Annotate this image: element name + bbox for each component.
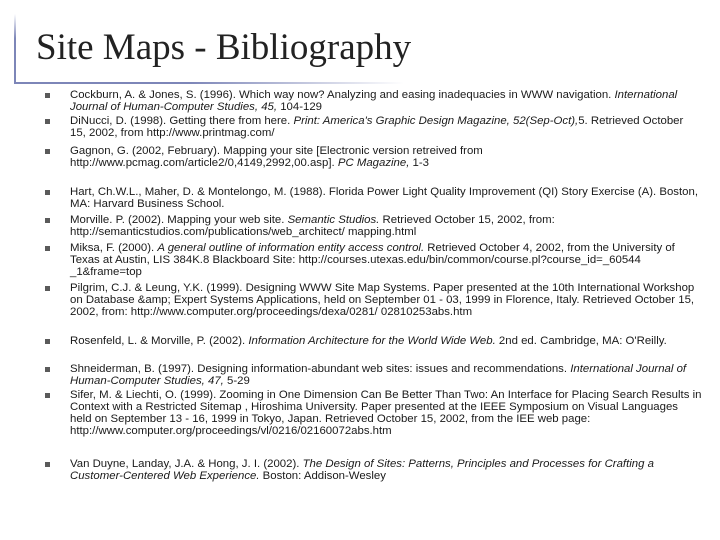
reference-text: Rosenfeld, L. & Morville, P. (2002). Information Architecture for the World Wide Web. 2nd ed. Cambridge, MA: O'Reilly. <box>70 335 667 347</box>
square-bullet-icon <box>45 286 50 291</box>
square-bullet-icon <box>45 462 50 467</box>
reference-text: Van Duyne, Landay, J.A. & Hong, J. I. (2002). The Design of Sites: Patterns, Principles and Processes for Crafting a Customer-Centered Web Experience. Boston: Addison-Wesley <box>70 458 658 482</box>
reference-text: Miksa, F. (2000). A general outline of information entity access control. Retrieved October 4, 2002, from the University of Texas at Austin, LIS 384K.8 Blackboard Site: http://courses.utexas.edu/bin/common/course.pl?course_id=_60544 _1&frame=top <box>70 242 678 278</box>
reference-text: Shneiderman, B. (1997). Designing information-abundant web sites: issues and recommendations. International Journal of Human-Computer Studies, 47, 5-29 <box>70 363 690 387</box>
slide-title: Site Maps - Bibliography <box>36 27 412 68</box>
title-rule-vertical <box>14 14 16 84</box>
square-bullet-icon <box>45 218 50 223</box>
square-bullet-icon <box>45 246 50 251</box>
title-rule-horizontal <box>14 82 404 84</box>
square-bullet-icon <box>45 339 50 344</box>
square-bullet-icon <box>45 93 50 98</box>
square-bullet-icon <box>45 149 50 154</box>
square-bullet-icon <box>45 393 50 398</box>
square-bullet-icon <box>45 190 50 195</box>
square-bullet-icon <box>45 367 50 372</box>
square-bullet-icon <box>45 119 50 124</box>
reference-text: Gagnon, G. (2002, February). Mapping your site [Electronic version retreived from http://www.pcmag.com/article2/0,4149,2992,00.asp]. PC Magazine, 1-3 <box>70 145 486 169</box>
reference-text: Pilgrim, C.J. & Leung, Y.K. (1999). Designing WWW Site Map Systems. Paper presented at the 10th International Workshop on Database &amp; Expert Systems Applications, held on September 01 - 03, 1999 in Florence, Italy. Retrieved October 15, 2002, from: http://www.computer.org/proceedings/dexa/0281/ 02810253abs.htm <box>70 282 698 318</box>
reference-text: DiNucci, D. (1998). Getting there from here. Print: America's Graphic Design Magazine, 52(Sep-Oct),5. Retrieved October 15, 2002, from http://www.printmag.com/ <box>70 115 687 139</box>
reference-text: Sifer, M. & Liechti, O. (1999). Zooming in One Dimension Can Be Better Than Two: An Interface for Placing Search Results in Context with a Restricted Sitemap , Hiroshima University. Paper presented at the IEEE Symposium on Visual Languages held on September 13 - 16, 1999 in Tokyo, Japan. Retrieved October 15, 2002, from the IEE web page: http://www.computer.org/proceedings/vl/0216/02160072abs.htm <box>70 389 705 437</box>
reference-text: Cockburn, A. & Jones, S. (1996). Which way now? Analyzing and easing inadequacies in WWW navigation. International Journal of Human-Computer Studies, 45, 104-129 <box>70 89 681 113</box>
reference-text: Hart, Ch.W.L., Maher, D. & Montelongo, M. (1988). Florida Power Light Quality Improvement (QI) Story Exercise (A). Boston, MA: Harvard Business School. <box>70 186 702 210</box>
reference-text: Morville. P. (2002). Mapping your web site. Semantic Studios. Retrieved October 15, 2002, from: http://semanticstudios.com/publications/web_architect/ mapping.html <box>70 214 558 238</box>
